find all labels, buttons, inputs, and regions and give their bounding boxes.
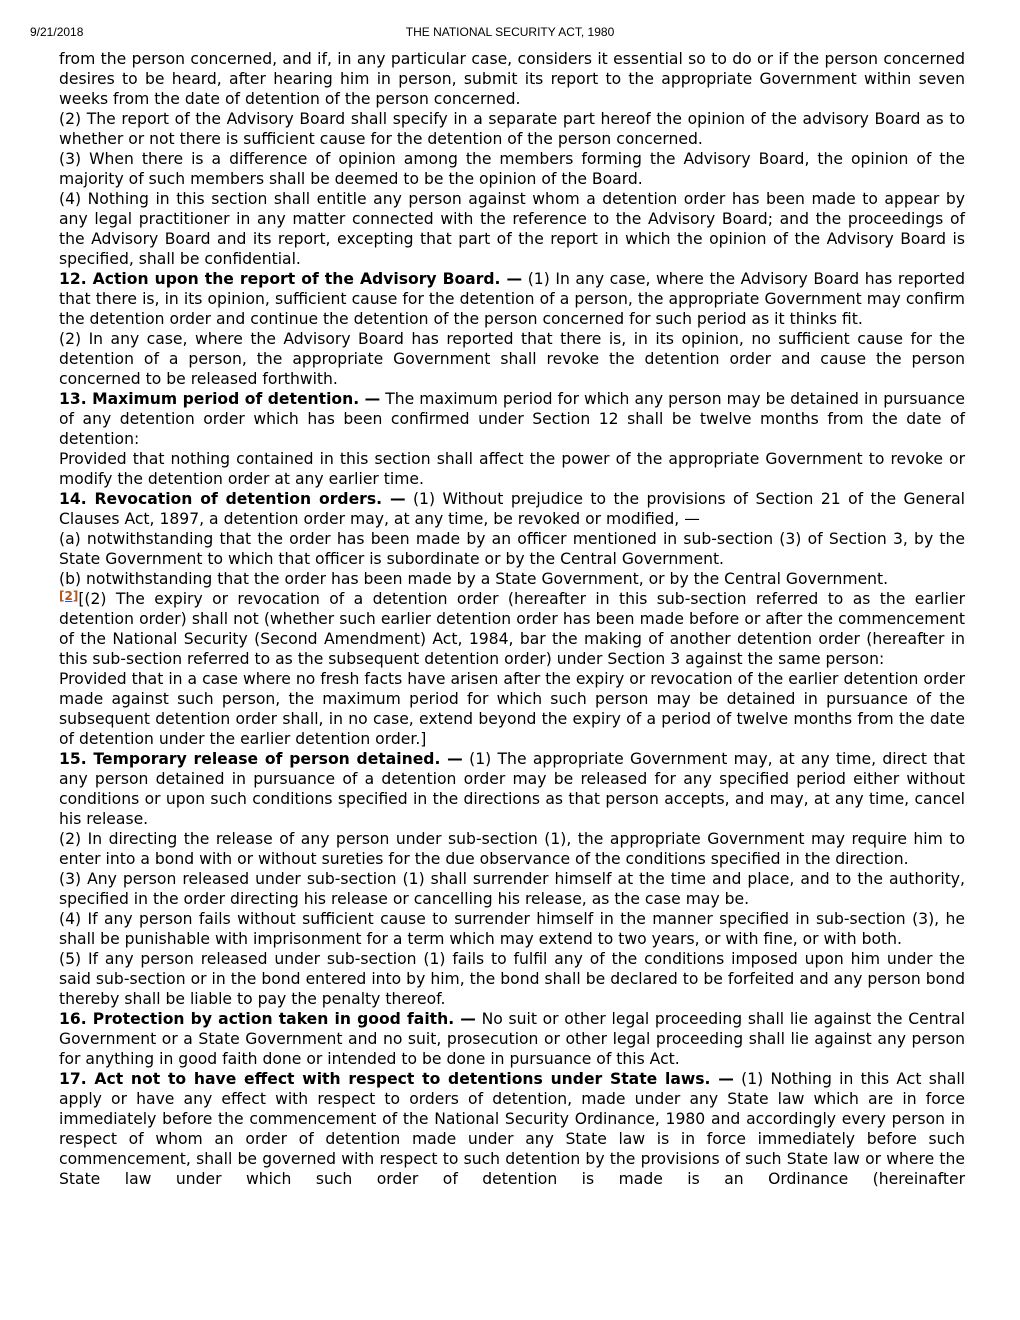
paragraph-text: (3) When there is a difference of opinion among the members forming the Advisory Board, the opinion of the majority of such members shall be deemed to be the opinion of the Board. xyxy=(59,150,965,188)
paragraph-text: (b) notwithstanding that the order has been made by a State Government, or by the Central Government. xyxy=(59,570,889,588)
section-heading: 16. Protection by action taken in good faith. — xyxy=(59,1010,476,1028)
paragraph xyxy=(59,949,965,1009)
section-paragraph xyxy=(59,1069,965,1189)
paragraph-text: (1) Without prejudice to the provisions of Section 21 of the General Clauses Act, 1897, a detention order may, at any time, be revoked or modified, — xyxy=(59,490,965,528)
paragraph-text: [(2) The expiry or revocation of a detention order (hereafter in this sub-section referred to as the earlier detention order) shall not (whether such earlier detention order has been made before or after the commencement of the National Security (Second Amendment) Act, 1984, bar the making of another detention order (hereafter in this sub-section referred to as the subsequent detention order) under Section 3 against the same person: xyxy=(59,590,965,668)
section-paragraph xyxy=(59,489,965,529)
section-paragraph xyxy=(59,389,965,449)
paragraph-text: (1) Nothing in this Act shall apply or have any effect with respect to orders of detention, made under any State law which are in force immediately before the commencement of the National Security Ordinance, 1980 and accordingly every person in respect of whom an order of detention made under any State law is in force immediately before such commencement, shall be governed with respect to such detention by the provisions of such State law or where the State law under which such order of detention is made is an Ordinance (hereinafter xyxy=(59,1070,966,1188)
paragraph-text: (2) In directing the release of any person under sub-section (1), the appropriate Government may require him to enter into a bond with or without sureties for the due observance of the conditions specified in the direction. xyxy=(59,830,965,868)
paragraph-text: Provided that nothing contained in this section shall affect the power of the appropriate Government to revoke or modify the detention order at any earlier time. xyxy=(59,450,965,488)
paragraph xyxy=(59,529,965,569)
paragraph-text: from the person concerned, and if, in any particular case, considers it essential so to do or if the person concerned desires to be heard, after hearing him in person, submit its report to the appropriate Government within seven weeks from the date of detention of the person concerned. xyxy=(59,50,965,108)
paragraph xyxy=(59,869,965,909)
paragraph xyxy=(59,109,965,149)
paragraph xyxy=(59,449,965,489)
paragraph xyxy=(59,589,965,669)
paragraph-text: The maximum period for which any person may be detained in pursuance of any detention order which has been confirmed under Section 12 shall be twelve months from the date of detention: xyxy=(59,390,965,448)
paragraph-text: (3) Any person released under sub-section (1) shall surrender himself at the time and place, and to the authority, specified in the order directing his release or cancelling his release, as the case may be. xyxy=(59,870,965,908)
paragraph-text: (1) In any case, where the Advisory Board has reported that there is, in its opinion, sufficient cause for the detention of a person, the appropriate Government may confirm the detention order and continue the detention of the person concerned for such period as it thinks fit. xyxy=(59,270,965,328)
section-heading: 12. Action upon the report of the Advisory Board. — xyxy=(59,270,523,288)
print-date: 9/21/2018 xyxy=(30,25,84,39)
footnote-link[interactable]: [2] xyxy=(59,589,79,603)
paragraph-text: (1) The appropriate Government may, at any time, direct that any person detained in pursuance of a detention order may be released for any specified period either without conditions or upon such conditions specified in the directions as that person accepts, and may, at any time, cancel his release. xyxy=(59,750,965,828)
paragraph xyxy=(59,829,965,869)
paragraph xyxy=(59,329,965,389)
paragraph-text: (2) In any case, where the Advisory Board has reported that there is, in its opinion, no sufficient cause for the detention of a person, the appropriate Government shall revoke the detention order and cause the person concerned to be released forthwith. xyxy=(59,330,965,388)
paragraph xyxy=(59,669,965,749)
section-paragraph xyxy=(59,1009,965,1069)
section-paragraph xyxy=(59,749,965,829)
section-heading: 14. Revocation of detention orders. — xyxy=(59,490,406,508)
paragraph xyxy=(59,569,965,589)
document-body xyxy=(59,49,965,1189)
paragraph xyxy=(59,49,965,109)
page-header-title: THE NATIONAL SECURITY ACT, 1980 xyxy=(405,25,615,39)
section-heading: 15. Temporary release of person detained. — xyxy=(59,750,463,768)
paragraph xyxy=(59,189,965,269)
paragraph-text: (5) If any person released under sub-section (1) fails to fulfil any of the conditions imposed upon him under the said sub-section or in the bond entered into by him, the bond shall be declared to be forfeited and any person bond thereby shall be liable to pay the penalty thereof. xyxy=(59,950,965,1008)
paragraph xyxy=(59,149,965,189)
paragraph-text: Provided that in a case where no fresh facts have arisen after the expiry or revocation of the earlier detention order made against such person, the maximum period for which such person may be detained in pursuance of the subsequent detention order shall, in no case, extend beyond the expiry of a period of twelve months from the date of detention under the earlier detention order.] xyxy=(59,670,965,748)
paragraph-text: (4) If any person fails without sufficient cause to surrender himself in the manner specified in sub-section (3), he shall be punishable with imprisonment for a term which may extend to two years, or with fine, or with both. xyxy=(59,910,965,948)
paragraph-text: (2) The report of the Advisory Board shall specify in a separate part hereof the opinion of the advisory Board as to whether or not there is sufficient cause for the detention of the person concerned. xyxy=(59,110,965,148)
section-heading: 17. Act not to have effect with respect to detentions under State laws. — xyxy=(59,1070,734,1088)
section-paragraph xyxy=(59,269,965,329)
paragraph-text: (a) notwithstanding that the order has been made by an officer mentioned in sub-section (3) of Section 3, by the State Government to which that officer is subordinate or by the Central Government. xyxy=(59,530,965,568)
section-heading: 13. Maximum period of detention. — xyxy=(59,390,381,408)
paragraph xyxy=(59,909,965,949)
paragraph-text: (4) Nothing in this section shall entitle any person against whom a detention order has been made to appear by any legal practitioner in any matter connected with the reference to the Advisory Board; and the proceedings of the Advisory Board and its report, excepting that part of the report in which the opinion of the Advisory Board is specified, shall be confidential. xyxy=(59,190,965,268)
paragraph-text: No suit or other legal proceeding shall lie against the Central Government or a State Government and no suit, prosecution or other legal proceeding shall lie against any person for anything in good faith done or intended to be done in pursuance of this Act. xyxy=(59,1010,965,1068)
